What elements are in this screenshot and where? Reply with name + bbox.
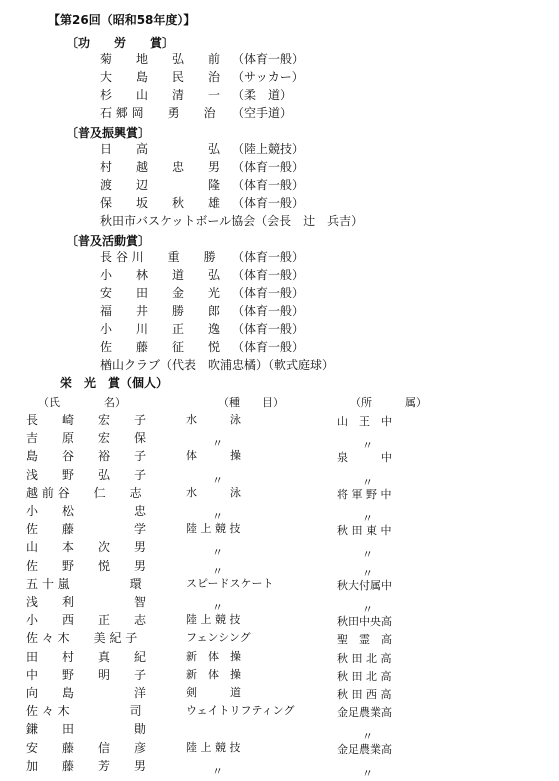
section-title: 〔普及活動賞〕 xyxy=(66,234,151,248)
glory-sport: 剣 道 xyxy=(186,686,241,699)
glory-name: 吉 原 宏 保 xyxy=(26,431,147,446)
glory-title: 栄 光 賞（個人） xyxy=(60,376,169,390)
glory-name: 山 本 次 男 xyxy=(26,540,147,555)
glory-affiliation: 〃 xyxy=(362,730,373,744)
glory-name: 佐 野 悦 男 xyxy=(26,558,147,573)
glory-affiliation: 金足農業高 xyxy=(337,742,392,756)
section-title: 〔普及振興賞〕 xyxy=(66,126,151,140)
glory-name: 中 野 明 子 xyxy=(26,667,147,682)
glory-affiliation: 秋 田 東 中 xyxy=(337,524,392,538)
glory-sport: 体 操 xyxy=(186,449,241,463)
glory-sport: 陸 上 競 技 xyxy=(186,740,241,754)
glory-name: 向 島 洋 xyxy=(26,686,147,700)
awardee-category: （体育一般） xyxy=(232,268,305,282)
glory-affiliation: 〃 xyxy=(362,439,373,453)
column-header-affiliation: （所 属） xyxy=(350,396,427,409)
awardee-category: （陸上競技） xyxy=(232,142,305,156)
awardee-category: （柔 道） xyxy=(232,88,293,102)
glory-name: 島 谷 裕 子 xyxy=(26,449,147,464)
awardee-name: 楢山クラブ（代表 吹浦忠橘）（軟式庭球） xyxy=(100,358,335,372)
glory-sport: 〃 xyxy=(212,473,223,487)
awardee-category: （体育一般） xyxy=(232,178,305,192)
glory-affiliation: 金足農業高 xyxy=(337,706,392,720)
awardee-name: 秋田市バスケットボール協会（会長 辻 兵吉） xyxy=(100,214,364,228)
glory-affiliation: 秋 田 西 高 xyxy=(337,688,392,701)
glory-sport: 水 泳 xyxy=(186,485,241,499)
awardee-name: 佐 藤 征 悦 xyxy=(100,340,221,354)
page-heading: 【第26回（昭和58年度）】 xyxy=(48,13,196,27)
glory-sport: 〃 xyxy=(212,437,223,451)
glory-sport: スピードスケート xyxy=(186,576,274,590)
awardee-name: 小 川 正 逸 xyxy=(100,322,221,336)
awardee-category: （体育一般） xyxy=(232,160,305,174)
glory-name: 佐 々 木 司 xyxy=(26,704,142,719)
glory-sport: 〃 xyxy=(212,546,223,560)
glory-name: 佐 々 木 美 紀 子 xyxy=(26,631,138,646)
glory-name: 佐 藤 学 xyxy=(26,522,147,537)
glory-name: 安 藤 信 彦 xyxy=(26,740,147,755)
awardee-category: （体育一般） xyxy=(232,196,305,210)
glory-affiliation: 泉 中 xyxy=(337,451,392,465)
awardee-name: 小 林 道 弘 xyxy=(100,268,221,282)
glory-affiliation: 秋 田 北 高 xyxy=(337,651,392,665)
awardee-name: 渡 辺 隆 xyxy=(100,178,221,192)
awardee-name: 保 坂 秋 雄 xyxy=(100,196,221,210)
awardee-category: （体育一般） xyxy=(232,250,305,264)
awardee-category: （体育一般） xyxy=(232,322,305,336)
glory-name: 浅 利 智 xyxy=(26,595,147,609)
glory-sport: 〃 xyxy=(212,564,223,578)
glory-name: 五 十 嵐 環 xyxy=(26,576,142,591)
section-title: 〔功 労 賞〕 xyxy=(66,36,175,50)
awardee-category: （体育一般） xyxy=(232,52,305,66)
glory-sport: 新 体 操 xyxy=(186,667,241,681)
awardee-category: （サッカー） xyxy=(232,70,304,84)
awardee-name: 大 島 民 治 xyxy=(100,70,221,84)
glory-sport: 〃 xyxy=(212,601,223,614)
awardee-category: （体育一般） xyxy=(232,286,305,300)
glory-sport: フェンシング xyxy=(186,631,251,645)
glory-sport: 〃 xyxy=(212,510,223,523)
glory-sport: ウェイトリフティング xyxy=(186,704,295,718)
glory-affiliation: 秋大付属中 xyxy=(337,578,392,592)
awardee-name: 安 田 金 光 xyxy=(100,286,221,300)
awardee-category: （体育一般） xyxy=(232,304,305,318)
glory-affiliation: 山 王 中 xyxy=(337,415,392,428)
glory-affiliation: 〃 xyxy=(362,603,373,616)
glory-name: 鎌 田 勛 xyxy=(26,722,147,737)
awardee-name: 福 井 勝 郎 xyxy=(100,304,221,318)
awardee-category: （空手道） xyxy=(232,106,293,120)
awardee-name: 村 越 忠 男 xyxy=(100,160,221,174)
awardee-category: （体育一般） xyxy=(232,340,305,354)
glory-affiliation: 秋田中央高 xyxy=(337,615,392,629)
glory-sport: 新 体 操 xyxy=(186,649,241,663)
glory-name: 田 村 真 紀 xyxy=(26,649,147,664)
glory-affiliation: 〃 xyxy=(362,512,373,525)
glory-name: 長 崎 宏 子 xyxy=(26,413,147,427)
glory-affiliation: 秋 田 北 高 xyxy=(337,669,392,683)
glory-affiliation: 〃 xyxy=(362,475,373,489)
glory-affiliation: 〃 xyxy=(362,566,373,580)
awardee-name: 菊 地 弘 前 xyxy=(100,52,221,66)
glory-name: 小 松 忠 xyxy=(26,504,147,518)
column-header-sport: （種 目） xyxy=(218,396,284,409)
awardee-name: 日 高 弘 xyxy=(100,142,221,156)
glory-sport: 陸 上 競 技 xyxy=(186,613,241,627)
glory-name: 越 前 谷 仁 志 xyxy=(26,485,142,500)
column-header-name: （氏 名） xyxy=(38,396,126,409)
glory-sport: 水 泳 xyxy=(186,413,241,426)
awardee-name: 石 郷 岡 勇 治 xyxy=(100,106,216,120)
awardee-name: 長 谷 川 重 勝 xyxy=(100,250,216,264)
glory-affiliation: 将 軍 野 中 xyxy=(337,487,392,501)
glory-affiliation: 〃 xyxy=(362,766,373,780)
glory-affiliation: 〃 xyxy=(362,548,373,562)
glory-name: 加 藤 芳 男 xyxy=(26,758,147,773)
glory-name: 小 西 正 志 xyxy=(26,613,147,628)
glory-sport: 陸 上 競 技 xyxy=(186,522,241,536)
glory-name: 浅 野 弘 子 xyxy=(26,467,147,482)
glory-affiliation: 聖 霊 高 xyxy=(337,633,392,647)
glory-sport: 〃 xyxy=(212,764,223,778)
awardee-name: 杉 山 清 一 xyxy=(100,88,221,102)
